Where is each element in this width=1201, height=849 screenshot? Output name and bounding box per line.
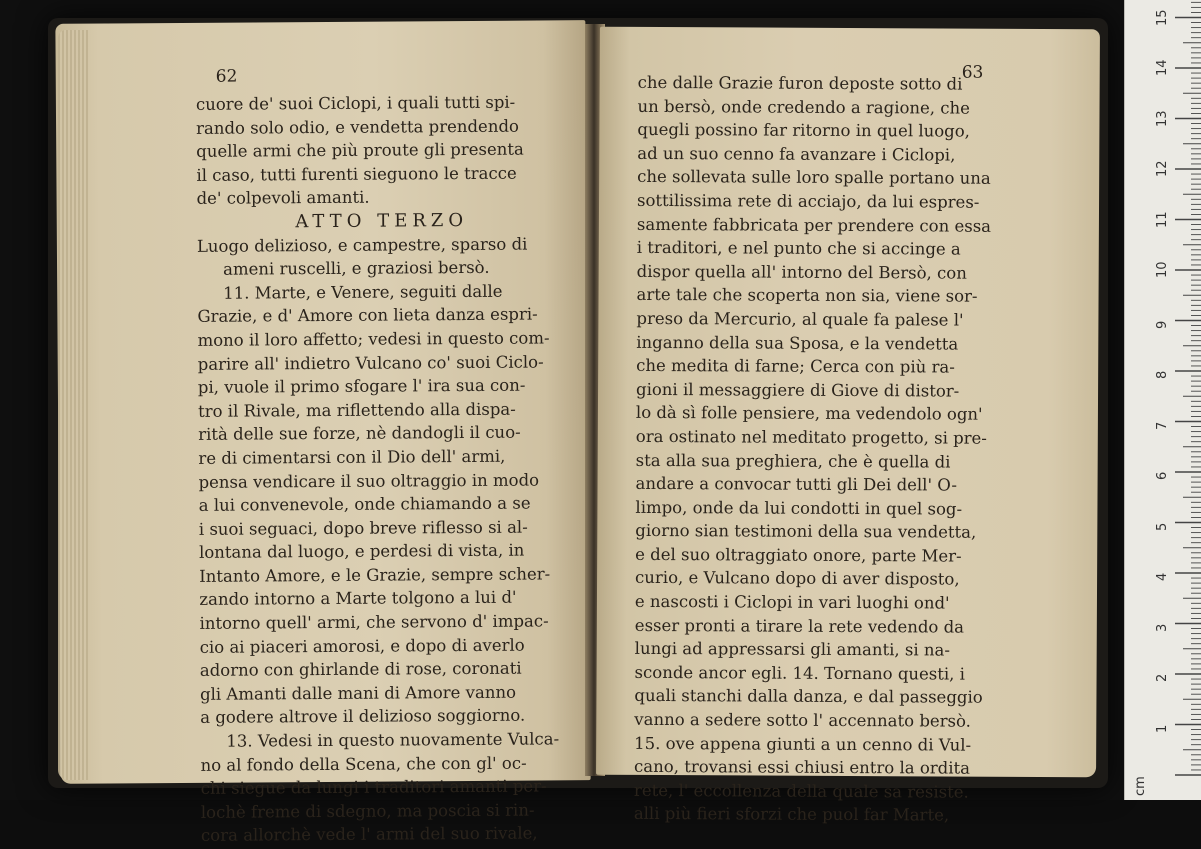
left-page (55, 20, 590, 846)
text-line: il caso, tutti furenti sieguono le tracce (196, 163, 517, 185)
ruler-label: 7 (1155, 421, 1170, 430)
left-top-paragraph (196, 66, 567, 211)
text-line: quelle armi che più proute gli presenta (196, 139, 524, 162)
text-line: a lui convenevole, onde chiamando a se (198, 493, 531, 515)
text-line: 11. Marte, e Venere, seguiti dalle (223, 281, 503, 303)
ruler-label: 6 (1155, 471, 1170, 480)
text-line: arte tale che scoperta non sia, viene sor- (636, 285, 978, 307)
text-line: un bersò, onde credendo a ragione, che (637, 96, 971, 118)
text-line: limpo, onde da lui condotti in quel sog- (635, 497, 963, 519)
text-line: intorno quell' armi, che servono d' impac- (199, 611, 549, 633)
text-line: lo dà sì folle pensiere, ma vedendolo ogn' (635, 403, 983, 425)
text-line: e nascosti i Ciclopi in vari luoghi ond' (634, 591, 950, 613)
text-line: preso da Mercurio, al quale fa palese l' (636, 308, 964, 330)
text-line: re di cimentarsi con il Dio dell' armi, (198, 446, 506, 468)
measurement-ruler (1124, 0, 1201, 800)
ruler-label: 9 (1155, 320, 1170, 329)
act-heading: ATTO TERZO (295, 209, 469, 233)
text-line: inganno della sua Sposa, e la vendetta (636, 332, 959, 354)
text-line: quali stanchi dalla danza, e dal passeggio (634, 686, 983, 708)
ruler-label: 4 (1155, 572, 1170, 581)
text-line: tro il Rivale, ma riflettendo alla dispa- (197, 399, 516, 421)
text-line: gli Amanti dalle mani di Amore vanno (199, 682, 517, 704)
text-line: rità delle sue forze, nè dandogli il cuo- (198, 422, 521, 445)
text-line: cano, trovansi essi chiusi entro la ordita (634, 757, 971, 778)
text-line: che sollevata sulle loro spalle portano una (637, 167, 991, 189)
text-line: no al fondo della Scena, che con gl' oc- (200, 753, 527, 775)
text-line: alli più fieri sforzi che puol far Marte, (633, 804, 950, 825)
ruler-label: 10 (1155, 261, 1170, 278)
left-body-paragraphs (197, 279, 571, 848)
right-page-text (634, 71, 1003, 828)
text-line: Intanto Amore, e le Grazie, sempre scher- (199, 564, 551, 586)
text-line: cuore de' suoi Ciclopi, i quali tutti spi- (195, 92, 516, 114)
text-line: sta alla sua preghiera, che è quella di (635, 450, 951, 472)
text-line: e del suo oltraggiato onore, parte Mer- (635, 544, 962, 566)
text-line: lungi ad appressarsi gli amanti, si na- (634, 639, 951, 660)
left-page-text (196, 66, 571, 848)
page-edges (58, 30, 88, 780)
scene-setting (197, 232, 567, 282)
ruler-label: 1 (1155, 724, 1170, 733)
text-line: rando solo odio, e vendetta prendendo (196, 116, 519, 138)
text-line: che medita di farne; Cerca con più ra- (636, 356, 955, 377)
ruler-label: 11 (1155, 210, 1170, 228)
ruler-label: 5 (1155, 522, 1170, 531)
text-line: Grazie, e d' Amore con lieta danza espri- (197, 304, 538, 327)
text-line: pi, vuole il primo sfogare l' ira sua con- (197, 375, 526, 397)
text-line: lochè freme di sdegno, ma poscia si rin- (200, 800, 535, 822)
text-line: giorno sian testimoni della sua vendetta, (635, 521, 977, 542)
ruler-label: 12 (1155, 160, 1170, 177)
right-page (596, 27, 1100, 825)
text-line: samente fabbricata per prendere con essa (636, 214, 992, 236)
text-line: 13. Vedesi in questo nuovamente Vulca- (226, 729, 560, 751)
text-line: dispor quella all' intorno del Bersò, con (636, 261, 967, 283)
text-line: 15. ove appena giunti a un cenno di Vul- (634, 733, 972, 755)
text-line: cora allorchè vede l' armi del suo rivale, (200, 823, 538, 846)
text-line: andare a convocar tutti gli Dei dell' O- (635, 473, 958, 495)
text-line: pensa vendicare il suo oltraggio in modo (198, 469, 540, 492)
text-line: i suoi seguaci, dopo breve riflesso si al- (198, 517, 528, 539)
text-line: ameni ruscelli, e graziosi bersò. (223, 257, 490, 279)
text-line: adorno con ghirlande di rose, coronati (199, 658, 522, 681)
text-line: a godere altrove il delizioso soggiorno. (200, 706, 526, 728)
text-line: lontana dal luogo, e perdesi di vista, in (198, 540, 525, 563)
text-line: Luogo delizioso, e campestre, sparso di (196, 234, 528, 256)
text-line: zando intorno a Marte tolgono a lui d' (199, 588, 517, 610)
text-line: esser pronti a tirare la rete vedendo da (634, 615, 965, 637)
text-line: chi siegue da lungi i traditori amanti per- (200, 776, 547, 799)
right-page-number: 63 (961, 62, 984, 83)
text-line: che dalle Grazie furon deposte sotto di (637, 72, 963, 94)
ruler-label: 14 (1155, 59, 1170, 76)
ruler-label: 2 (1155, 673, 1170, 682)
ruler-label: 15 (1155, 8, 1170, 26)
ruler-label: 8 (1155, 370, 1170, 379)
ruler-label: 13 (1155, 109, 1170, 127)
text-line: vanno a sedere sotto l' accennato bersò. (634, 709, 971, 731)
text-line: sottilissima rete di acciajo, da lui espres- (637, 190, 980, 212)
text-line: mono il loro affetto; vedesi in questo com- (197, 328, 550, 350)
text-line: curio, e Vulcano dopo di aver disposto, (635, 568, 960, 590)
text-line: i traditori, e nel punto che si accinge a (636, 238, 961, 259)
text-line: sconde ancor egli. 14. Tornano questi, i (634, 662, 966, 684)
left-page-number: 62 (215, 66, 238, 87)
text-line: gioni il messaggiere di Giove di distor- (636, 379, 960, 401)
ruler-unit: cm (1133, 776, 1148, 796)
text-line: quegli possino far ritorno in quel luogo, (637, 120, 970, 141)
text-line: de' colpevoli amanti. (196, 188, 370, 209)
text-line: ora ostinato nel meditato progetto, si pre- (635, 426, 987, 448)
text-line: rete, l' eccollenza della quale sa resiste. (633, 780, 969, 802)
text-line: ad un suo cenno fa avanzare i Ciclopi, (637, 143, 956, 165)
ruler-label: 3 (1155, 623, 1170, 632)
text-line: parire all' indietro Vulcano co' suoi Ciclo- (197, 351, 544, 374)
text-line: cio ai piaceri amorosi, e dopo di averlo (199, 635, 525, 657)
